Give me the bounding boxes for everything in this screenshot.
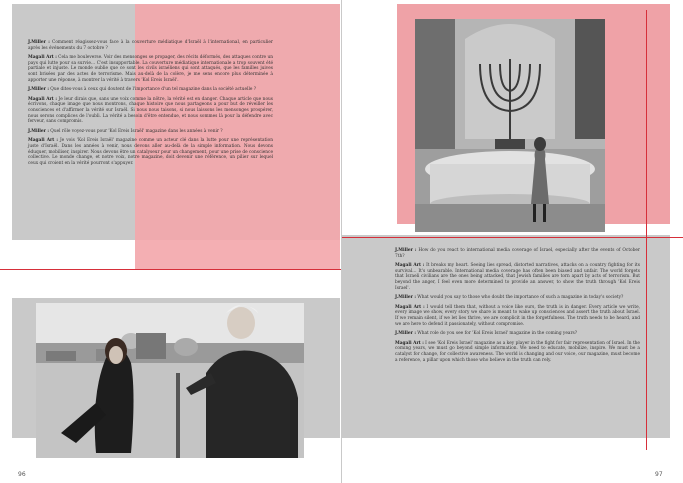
right-page <box>342 0 683 483</box>
speaker-label: Magali Art : <box>28 138 58 144</box>
paragraph-text: What role do you see for 'Kol Ereis Israel' magazine in the coming years? <box>415 331 578 337</box>
interview-paragraph <box>395 305 640 327</box>
paragraph-text: I see 'Kol Ereis Israel' magazine as a key player in the fight for fair representation of Israel. In the coming years, we must go beyond simple information. We need to educate, mobilize, inspire. We must be a catalyst for change, for collective awareness. The world is changing and our voice, our magazine, must become a reference, a pillar upon which those who believe in the truth can rely. <box>395 340 640 363</box>
paragraph-text: Je leur dirais que, sans une voix comme la nôtre, la vérité est en danger. Chaque article que nous écrivons, chaque image que nous montrons, chaque histoire que nous partageons a pour but de réveiller les consciences et d'affirmer la vérité sur Israël. Si nous nous taisons, si nous laissons les mensonges prospérer, nous serons complices de l'oubli. La vérité a besoin d'être entendue, et nous sommes là pour la défendre avec ferveur, sans compromis. <box>28 96 274 125</box>
paragraph-text: I would tell them that, without a voice like ours, the truth is in danger. Every article we write, every image we show, every story we share is meant to wake up consciences and assert the truth about Israel. If we remain silent, if we let lies thrive, we are complicit in the forgetfulness. The truth needs to be heard, and we are here to defend it passionately, without compromise. <box>395 304 640 327</box>
speaker-label: J.Miller : <box>395 248 417 253</box>
speaker-label: Magali Art : <box>28 55 57 61</box>
speaker-label: J.Miller : <box>28 87 49 93</box>
speaker-label: Magali Art : <box>28 96 57 102</box>
page-number-left: 96 <box>18 471 26 478</box>
speaker-label: Magali Art : <box>395 340 424 346</box>
paragraph-text: Quel rôle voyez-vous pour 'Kol Ereis Israël' magazine dans les années à venir ? <box>48 128 223 134</box>
speaker-label: J.Miller : <box>28 128 49 134</box>
speaker-label: J.Miller : <box>395 331 416 337</box>
paragraph-text: Cela me bouleverse. Voir des mensonges se propager, des récits déformés, des attaques contre un pays qui lutte pour sa survie… C'est insupportable. La couverture médiatique internationale a trop souvent été partiale et injuste. Le monde oublie que ce sont les civils israéliens qui sont attaqués, que les familles juives sont brisées par des actes de terrorisme. Mais au-delà de la colère, je me sens encore plus déterminée à apporter une réponse, à montrer la vérité à travers 'Kol Ereis Israël'. <box>28 55 273 83</box>
interview-paragraph <box>28 55 273 83</box>
speaker-label: J.Miller : <box>28 40 50 45</box>
rooftop-photo <box>36 303 304 458</box>
interview-paragraph <box>395 248 640 259</box>
interview-paragraph <box>395 263 640 291</box>
interview-paragraph <box>28 87 273 93</box>
speaker-label: J.Miller : <box>395 295 416 301</box>
speaker-label: Magali Art : <box>395 304 425 310</box>
page-number-right: 97 <box>655 471 663 478</box>
paragraph-text: What would you say to those who doubt the importance of such a magazine in today's society? <box>415 295 624 301</box>
interview-paragraph <box>395 295 640 301</box>
speaker-label: Magali Art : <box>395 263 425 269</box>
menorah-photo <box>415 19 605 232</box>
interview-paragraph <box>28 138 273 166</box>
paragraph-text: Comment réagissez-vous face à la couverture médiatique d'Israël à l'international, en particulier après les événements du 7 octobre ? <box>28 40 273 51</box>
right-vertical-red-line <box>646 10 647 450</box>
interview-paragraph <box>28 40 273 51</box>
paragraph-text: Je vois 'Kol Ereis Israël' magazine comme un acteur clé dans la lutte pour une représentation juste d'Israël. Dans les années à venir, nous devons aller au-delà de la simple information. Nous devons éduquer, mobiliser, inspirer. Nous devons être un catalyseur pour un changement, pour une prise de conscience collective. Le monde change, et notre voix, notre magazine, doit devenir une référence, un pilier sur lequel ceux qui croient en la vérité pourront s'appuyer. <box>28 138 273 166</box>
interview-paragraph <box>28 97 273 125</box>
interview-paragraph <box>395 341 640 363</box>
left-horizontal-red-line <box>0 269 341 270</box>
paragraph-text: Que dites-vous à ceux qui doutent de l'importance d'un tel magazine dans la société actuelle ? <box>48 87 257 93</box>
paragraph-text: It breaks my heart. Seeing lies spread, distorted narratives, attacks on a country fighting for its survival… It's unbearable. International media coverage has often been biased and unfair. The world forgets that Israeli civilians are the ones being attacked, that Jewish families are torn apart by acts of terrorism. But beyond the anger, I feel even more determined to provide an answer, to show the truth through 'Kol Ereis Israel'. <box>395 263 640 291</box>
right-horizontal-red-line <box>342 237 683 238</box>
interview-paragraph <box>28 129 273 135</box>
left-text-column <box>28 40 273 170</box>
paragraph-text: How do you react to international media coverage of Israel, especially after the events of October 7th? <box>395 248 640 259</box>
interview-paragraph <box>395 331 640 337</box>
right-text-column <box>395 248 640 367</box>
